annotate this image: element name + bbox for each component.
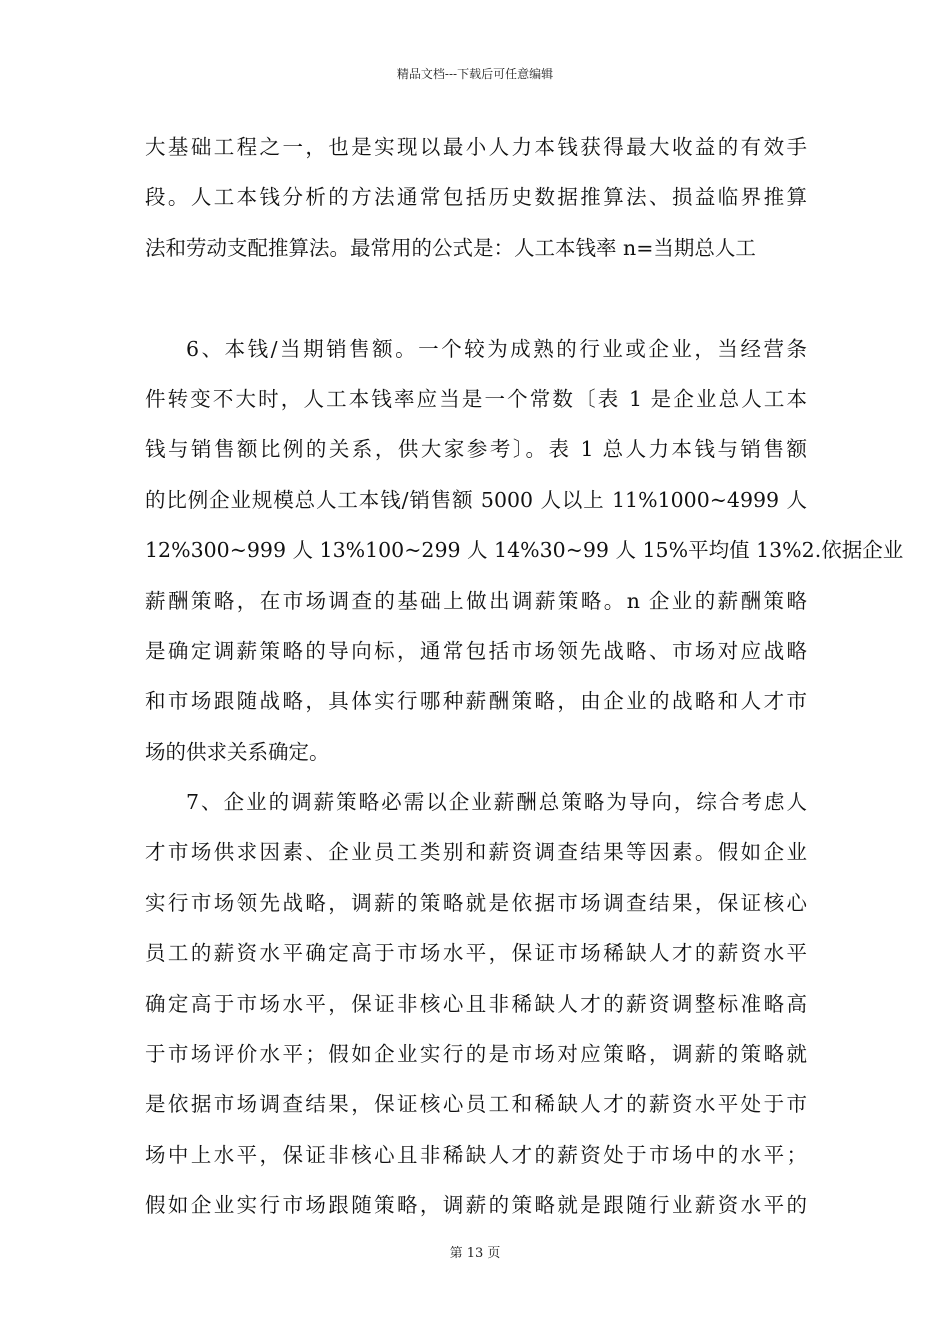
text-line: 法和劳动支配推算法。最常用的公式是：人工本钱率 n=当期总人工 (145, 235, 756, 260)
text-line: 才市场供求因素、企业员工类别和薪资调查结果等因素。假如企业 (145, 840, 807, 865)
text-line: 是依据市场调查结果，保证核心员工和稀缺人才的薪资水平处于市 (145, 1092, 807, 1117)
text-line: 钱与销售额比例的关系，供大家参考〕。表 1 总人力本钱与销售额 (145, 437, 807, 462)
text-line: 件转变不大时，人工本钱率应当是一个常数〔表 1 是企业总人工本 (145, 386, 807, 411)
text-line: 是确定调薪策略的导向标，通常包括市场领先战略、市场对应战略 (145, 638, 807, 663)
text-line: 薪酬策略，在市场调查的基础上做出调薪策略。n 企业的薪酬策略 (145, 588, 807, 613)
text-line: 假如企业实行市场跟随策略，调薪的策略就是跟随行业薪资水平的 (145, 1193, 807, 1218)
text-line: 段。人工本钱分析的方法通常包括历史数据推算法、损益临界推算 (145, 185, 807, 210)
text-line: 员工的薪资水平确定高于市场水平，保证市场稀缺人才的薪资水平 (145, 941, 807, 966)
text-line: 大基础工程之一，也是实现以最小人力本钱获得最大收益的有效手 (145, 135, 807, 159)
page-header: 精品文档---下载后可任意编辑 (396, 67, 554, 81)
text-line: 7、企业的调薪策略必需以企业薪酬总策略为导向，综合考虑人 (186, 790, 807, 815)
text-line: 确定高于市场水平，保证非核心且非稀缺人才的薪资调整标准略高 (145, 991, 807, 1016)
text-line: 于市场评价水平；假如企业实行的是市场对应策略，调薪的策略就 (145, 1042, 807, 1067)
text-line: 和市场跟随战略，具体实行哪种薪酬策略，由企业的战略和人才市 (145, 689, 807, 714)
paragraph-gap (145, 280, 807, 330)
document-body (145, 129, 904, 1238)
text-line: 12%300~999 人 13%100~299 人 14%30~99 人 15%平均值 13%2.依据企业 (145, 538, 904, 563)
text-line: 实行市场领先战略，调薪的策略就是依据市场调查结果，保证核心 (145, 890, 807, 915)
text-line: 场中上水平，保证非核心且非稀缺人才的薪资处于市场中的水平； (145, 1142, 807, 1167)
text-line: 的比例企业规模总人工本钱/销售额 5000 人以上 11%1000~4999 人 (145, 487, 807, 512)
text-line: 场的供求关系确定。 (145, 739, 330, 764)
text-line: 6、本钱/当期销售额。一个较为成熟的行业或企业，当经营条 (186, 336, 807, 361)
page-number: 第 13 页 (449, 1246, 501, 1261)
